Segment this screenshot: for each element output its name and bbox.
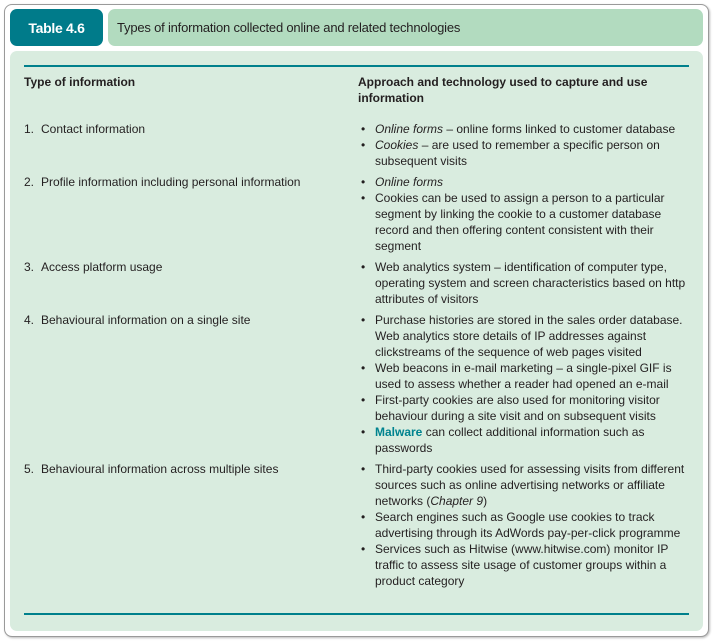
row-number: 4. xyxy=(24,313,35,327)
table-title: Types of information collected online and related technologies xyxy=(108,9,703,46)
table-label: Table 4.6 xyxy=(10,9,103,46)
row-type: Behavioural information across multiple sites xyxy=(41,462,279,476)
type-cell xyxy=(24,174,358,254)
table-row xyxy=(24,121,689,169)
approach-cell xyxy=(358,461,688,589)
type-cell xyxy=(24,312,358,456)
bullet-text: – are used to remember a specific person on subsequent visits xyxy=(375,138,660,168)
bullet-item xyxy=(358,121,688,137)
bullet-text: Third-party cookies used for assessing visits from different sources such as online advertising networks or affiliate networks ( xyxy=(375,462,685,508)
approach-cell xyxy=(358,259,688,307)
bullet-list xyxy=(358,461,688,589)
bullet-text: Web beacons in e-mail marketing – a single-pixel GIF is used to assess whether a reader had opened an e-mail xyxy=(375,361,672,391)
bullet-item xyxy=(358,541,688,589)
row-type: Behavioural information on a single site xyxy=(41,313,251,327)
bullet-item xyxy=(358,137,688,169)
type-cell xyxy=(24,121,358,169)
row-number: 5. xyxy=(24,462,35,476)
bullet-text: Chapter 9 xyxy=(430,494,484,508)
bullet-item xyxy=(358,509,688,541)
bullet-text: First-party cookies are also used for monitoring visitor behaviour during a site visit and on subsequent visits xyxy=(375,393,660,423)
bottom-rule xyxy=(24,613,689,615)
bullet-item xyxy=(358,392,688,424)
header-type-of-information: Type of information xyxy=(24,75,136,89)
bullet-list xyxy=(358,312,688,456)
bullet-item xyxy=(358,312,688,360)
type-cell xyxy=(24,259,358,307)
row-number: 2. xyxy=(24,175,35,189)
table-row xyxy=(24,259,689,307)
bullet-text: Cookies can be used to assign a person to a particular segment by linking the cookie to a customer database record and then offering content consistent with their segment xyxy=(375,191,665,253)
row-type: Contact information xyxy=(41,122,146,136)
bullet-item xyxy=(358,461,688,509)
bullet-item xyxy=(358,360,688,392)
bullet-item xyxy=(358,174,688,190)
bullet-item xyxy=(358,259,688,307)
table-row xyxy=(24,461,689,589)
table-body xyxy=(10,51,703,631)
approach-cell xyxy=(358,121,688,169)
bullet-list xyxy=(358,259,688,307)
table-row xyxy=(24,312,689,456)
table-rows xyxy=(24,121,689,594)
row-number: 3. xyxy=(24,260,35,274)
bullet-text: Services such as Hitwise (www.hitwise.com) monitor IP traffic to assess site usage of customer groups within a product category xyxy=(375,542,669,588)
bullet-list xyxy=(358,174,688,254)
row-number: 1. xyxy=(24,122,35,136)
approach-cell xyxy=(358,174,688,254)
bullet-text: – online forms linked to customer database xyxy=(443,122,676,136)
bullet-item xyxy=(358,190,688,254)
bullet-text: Cookies xyxy=(375,138,419,152)
bullet-text: can collect additional information such as passwords xyxy=(375,425,645,455)
bullet-text: ) xyxy=(483,494,488,508)
bullet-list xyxy=(358,121,688,169)
bullet-text: Online forms xyxy=(375,175,444,189)
bullet-text: Online forms xyxy=(375,122,444,136)
bullet-text: Purchase histories are stored in the sales order database. Web analytics store details of IP addresses against clickstreams of the sequence of web pages visited xyxy=(375,313,683,359)
type-cell xyxy=(24,461,358,589)
row-type: Access platform usage xyxy=(41,260,163,274)
table-row xyxy=(24,174,689,254)
bullet-item xyxy=(358,424,688,456)
bullet-text: Search engines such as Google use cookies to track advertising through its AdWords pay-per-click programme xyxy=(375,510,681,540)
bullet-text: Web analytics system – identification of computer type, operating system and screen characteristics based on http attributes of visitors xyxy=(375,260,686,306)
top-rule xyxy=(24,65,689,67)
keyword-term: Malware xyxy=(375,425,423,439)
header-approach-technology: Approach and technology used to capture and use information xyxy=(358,75,648,105)
row-type: Profile information including personal information xyxy=(41,175,301,189)
approach-cell xyxy=(358,312,688,456)
